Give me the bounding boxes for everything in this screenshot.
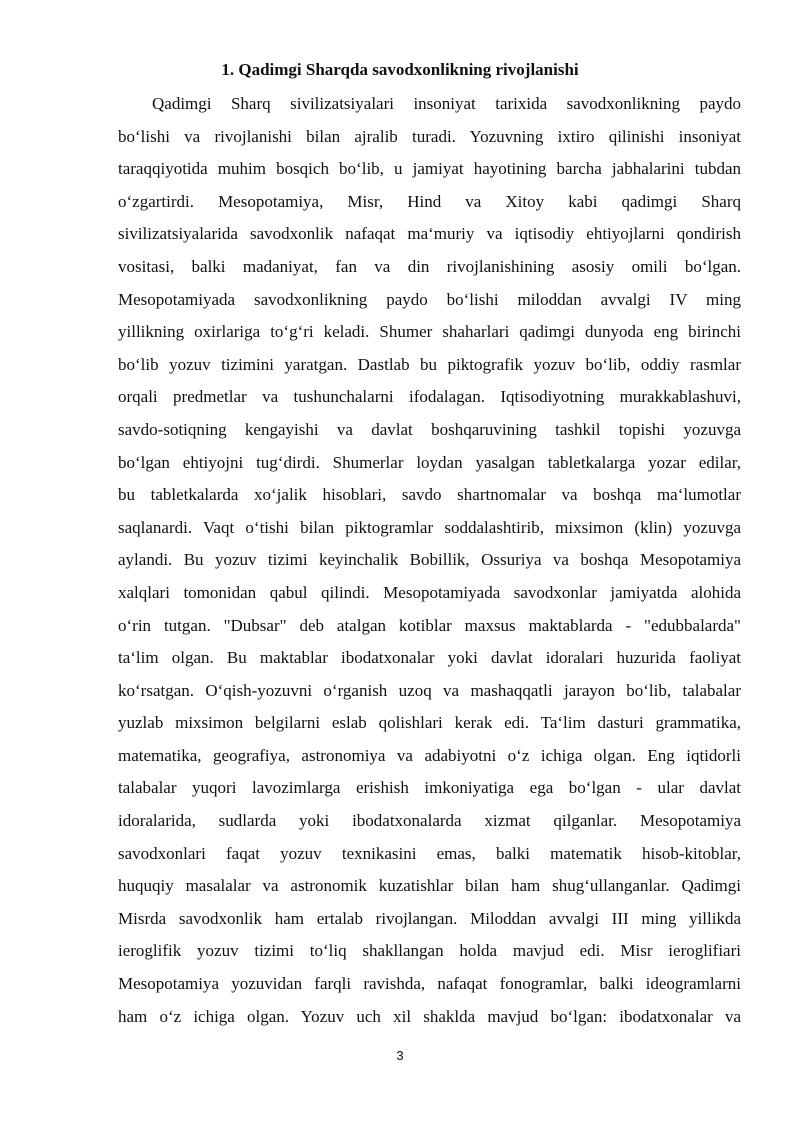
text-line: talabalar yuqori lavozimlarga erishish imkoniyatiga ega bo‘lgan - ular davlat xyxy=(118,778,741,798)
body-paragraph xyxy=(118,88,741,1033)
text-line: bo‘lib yozuv tizimini yaratgan. Dastlab bu piktografik yozuv bo‘lib, oddiy rasmlar xyxy=(118,354,741,374)
text-line: bu tabletkalarda xo‘jalik hisoblari, savdo shartnomalar va boshqa ma‘lumotlar xyxy=(118,485,741,505)
text-line: orqali predmetlar va tushunchalarni ifodalagan. Iqtisodiyotning murakkablashuvi, xyxy=(118,387,741,407)
text-line: Mesopotamiya yozuvidan farqli ravishda, nafaqat fonogramlar, balki ideogramlarni xyxy=(118,974,741,994)
text-line: o‘zgartirdi. Mesopotamiya, Misr, Hind va Xitoy kabi qadimgi Sharq xyxy=(118,191,741,211)
text-line: bo‘lishi va rivojlanishi bilan ajralib turadi. Yozuvning ixtiro qilinishi insoniyat xyxy=(118,126,741,146)
text-line: savdo-sotiqning kengayishi va davlat boshqaruvining tashkil topishi yozuvga xyxy=(118,419,741,439)
text-line: yuzlab mixsimon belgilarni eslab qolishlari kerak edi. Ta‘lim dasturi grammatika, xyxy=(118,713,741,733)
text-line: ham o‘z ichiga olgan. Yozuv uch xil shaklda mavjud bo‘lgan: ibodatxonalar va xyxy=(118,1006,741,1026)
text-line: savodxonlari faqat yozuv texnikasini emas, balki matematik hisob-kitoblar, xyxy=(118,843,741,863)
text-line: bo‘lgan ehtiyojni tug‘dirdi. Shumerlar loydan yasalgan tabletkalarga yozar edilar, xyxy=(118,452,741,472)
text-line: Qadimgi Sharq sivilizatsiyalari insoniyat tarixida savodxonlikning paydo xyxy=(152,94,741,113)
text-line: Misrda savodxonlik ham ertalab rivojlangan. Miloddan avvalgi III ming yillikda xyxy=(118,908,741,928)
section-heading: 1. Qadimgi Sharqda savodxonlikning rivojlanishi xyxy=(221,60,579,79)
text-line: aylandi. Bu yozuv tizimi keyinchalik Bobillik, Ossuriya va boshqa Mesopotamiya xyxy=(118,550,741,570)
text-line: xalqlari tomonidan qabul qilindi. Mesopotamiyada savodxonlar jamiyatda alohida xyxy=(118,582,741,602)
text-line: ko‘rsatgan. O‘qish-yozuvni o‘rganish uzoq va mashaqqatli jarayon bo‘lib, talabalar xyxy=(118,680,741,700)
text-line: idoralarida, sudlarda yoki ibodatxonalarda xizmat qilganlar. Mesopotamiya xyxy=(118,811,741,831)
text-line: ieroglifik yozuv tizimi to‘liq shakllangan holda mavjud edi. Misr ieroglifiari xyxy=(118,941,741,961)
text-line: saqlanardi. Vaqt o‘tishi bilan piktogramlar soddalashtirib, mixsimon (klin) yozuvga xyxy=(118,517,741,537)
text-line: matematika, geografiya, astronomiya va adabiyotni o‘z ichiga olgan. Eng iqtidorli xyxy=(118,745,741,765)
text-line: Mesopotamiyada savodxonlikning paydo bo‘lishi miloddan avvalgi IV ming xyxy=(118,289,741,309)
text-line: sivilizatsiyalarida savodxonlik nafaqat ma‘muriy va iqtisodiy ehtiyojlarni qondirish xyxy=(118,224,741,244)
text-line: vositasi, balki madaniyat, fan va din rivojlanishining asosiy omili bo‘lgan. xyxy=(118,256,741,276)
text-line: ta‘lim olgan. Bu maktablar ibodatxonalar yoki davlat idoralari huzurida faoliyat xyxy=(118,648,741,668)
text-line: yillikning oxirlariga to‘g‘ri keladi. Shumer shaharlari qadimgi dunyoda eng birinchi xyxy=(118,322,741,342)
text-line: o‘rin tutgan. "Dubsar" deb atalgan kotiblar maxsus maktablarda - "edubbalarda" xyxy=(118,615,741,635)
text-line: huquqiy masalalar va astronomik kuzatishlar bilan ham shug‘ullanganlar. Qadimgi xyxy=(118,876,741,896)
text-line: taraqqiyotida muhim bosqich bo‘lib, u jamiyat hayotining barcha jabhalarini tubdan xyxy=(118,159,741,179)
page-number: 3 xyxy=(396,1048,404,1063)
